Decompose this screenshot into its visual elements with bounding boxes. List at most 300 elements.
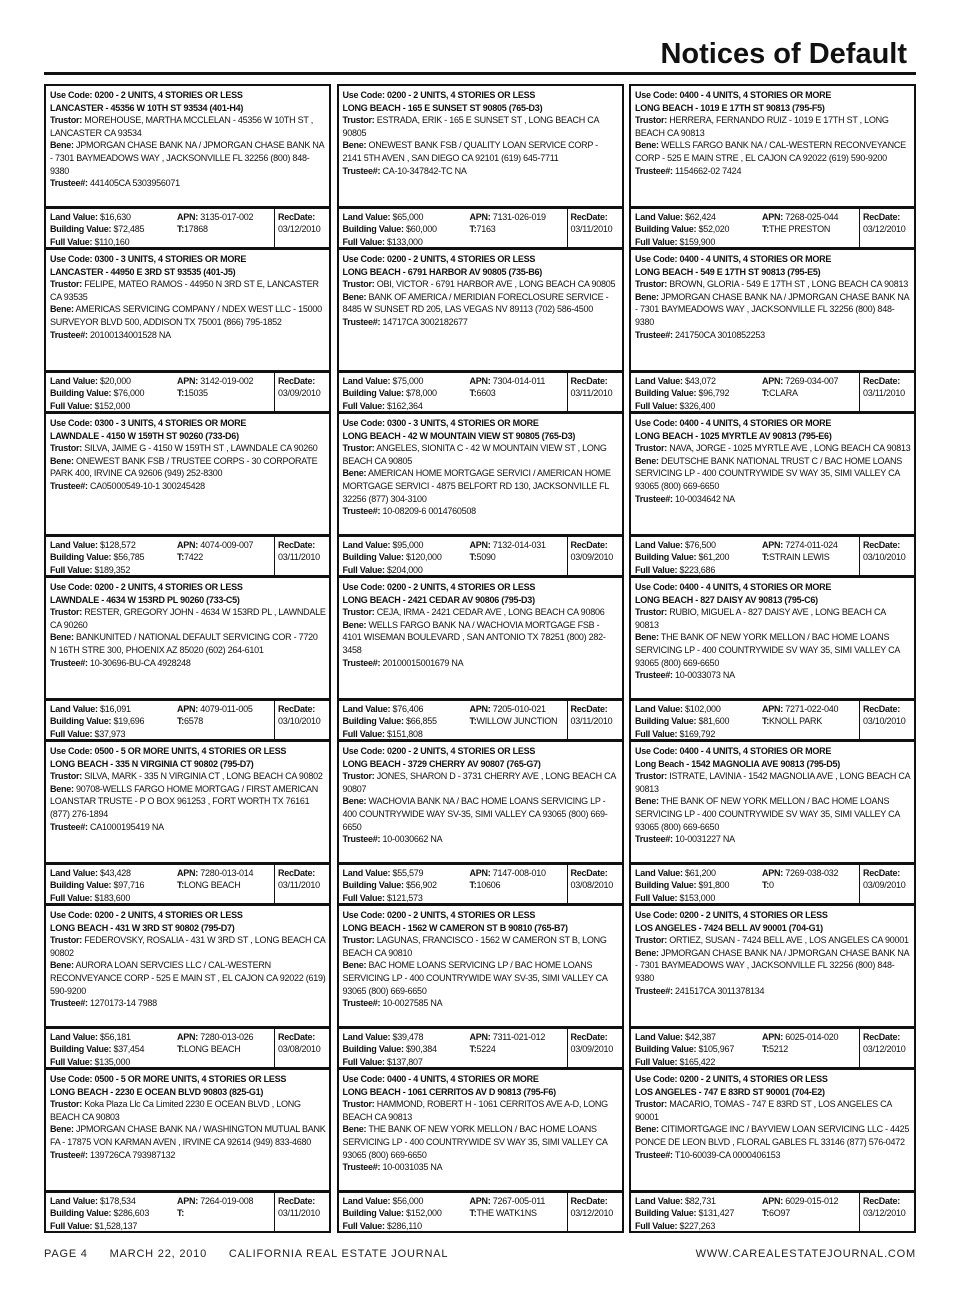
full-value: $159,900 <box>679 236 716 247</box>
recdate-column <box>274 700 330 740</box>
tract-value: 5224 <box>476 1044 496 1055</box>
recdate-label: RecDate: <box>863 1196 901 1206</box>
trustor-value: MOREHOUSE, MARTHA MCCLELAN - 45356 W 10TH ST , LANCASTER CA 93534 <box>50 115 314 138</box>
recdate-value: 03/12/2010 <box>863 1044 906 1055</box>
land-value: $75,000 <box>392 376 424 386</box>
apn-value: 6029-015-012 <box>785 1196 839 1206</box>
apn-column <box>467 1028 567 1068</box>
property-address: LONG BEACH - 1019 E 17TH ST 90813 (795-F5) <box>635 102 825 113</box>
full-value-line <box>635 400 756 412</box>
building-value: $76,000 <box>113 388 145 399</box>
apn-value: 7274-011-024 <box>785 540 838 550</box>
notice-row <box>44 248 916 412</box>
trustor-line <box>343 1098 619 1123</box>
bene-label: Bene: <box>50 140 74 151</box>
notice-entry <box>44 412 331 576</box>
property-address: LONG BEACH - 1061 CERRITOS AV D 90813 (795-F6) <box>342 1086 556 1097</box>
trustee-label: Trustee#: <box>50 178 88 189</box>
land-value-label: Land Value: <box>50 868 98 878</box>
land-value-label: Land Value: <box>50 704 98 714</box>
apn-value: 7147-008-010 <box>492 868 546 878</box>
apn-line <box>177 867 271 879</box>
land-value: $76,500 <box>685 540 716 550</box>
tract-value: STRAIN LEWIS <box>769 552 830 563</box>
apn-column <box>174 372 274 412</box>
apn-column <box>467 536 567 576</box>
apn-label: APN: <box>469 868 491 878</box>
building-value: $96,792 <box>698 388 730 399</box>
tract-line <box>762 1043 856 1055</box>
notice-text <box>337 412 624 535</box>
property-address: LONG BEACH - 3729 CHERRY AV 90807 (765-G7) <box>342 758 541 769</box>
full-value-label: Full Value: <box>50 1220 93 1231</box>
full-value-label: Full Value: <box>50 728 93 739</box>
bene-line <box>343 795 619 833</box>
full-value: $1,528,137 <box>94 1220 138 1231</box>
trustee-value: 10-0031227 NA <box>675 834 735 845</box>
tract-line <box>177 223 271 235</box>
trustee-label: Trustee#: <box>50 998 88 1009</box>
apn-column <box>467 700 567 740</box>
footer-publication: CALIFORNIA REAL ESTATE JOURNAL <box>228 1248 449 1260</box>
notice-entry <box>44 248 331 412</box>
apn-line <box>762 703 856 715</box>
bene-label: Bene: <box>635 455 659 466</box>
trustee-label: Trustee#: <box>635 985 673 996</box>
building-value-line <box>50 223 171 235</box>
trustor-value: ESTRADA, ERIK - 165 E SUNSET ST , LONG BEACH CA 90805 <box>342 115 599 138</box>
apn-column <box>467 372 567 412</box>
full-value: $110,160 <box>94 236 130 247</box>
bene-line <box>343 139 619 164</box>
apn-label: APN: <box>469 212 491 222</box>
trustor-value: MACARIO, TOMAS - 747 E 83RD ST , LOS ANGELES CA 90001 <box>635 1099 892 1122</box>
use-code: Use Code: 0200 - 2 UNITS, 4 STORIES OR LESS <box>342 90 536 100</box>
trustor-value: FEDEROVSKY, ROSALIA - 431 W 3RD ST , LONG BEACH CA 90802 <box>50 935 326 958</box>
full-value: $165,422 <box>679 1056 716 1067</box>
trustor-label: Trustor: <box>342 771 375 782</box>
apn-line <box>470 1195 564 1207</box>
land-value-line <box>343 703 464 715</box>
recdate-value: 03/11/2010 <box>863 388 905 399</box>
values-column <box>338 372 467 412</box>
apn-column <box>759 372 859 412</box>
recdate-label: RecDate: <box>278 540 316 550</box>
bene-value: WELLS FARGO BANK NA / WACHOVIA MORTGAGE FSB - 4101 WISEMAN BOULEVARD , SAN ANTONIO TX 78251 (800) 282-3458 <box>342 619 606 655</box>
use-code: Use Code: 0400 - 4 UNITS, 4 STORIES OR MORE <box>635 418 832 428</box>
bene-value: WACHOVIA BANK NA / BAC HOME LOANS SERVICING LP - 400 COUNTRYWIDE WAY SV-35, SIMI VALLEY CA 93065 (800) 669-6650 <box>342 796 608 832</box>
full-value: $189,352 <box>94 564 131 575</box>
use-code: Use Code: 0200 - 2 UNITS, 4 STORIES OR LESS <box>50 910 243 920</box>
land-value-line <box>50 703 171 715</box>
recdate-label: RecDate: <box>863 540 901 550</box>
full-value-line <box>635 236 756 248</box>
title-divider <box>44 72 916 75</box>
trustee-line <box>50 480 326 493</box>
notice-row <box>44 576 916 740</box>
full-value-line <box>343 236 464 248</box>
building-value-line <box>635 223 756 235</box>
trustee-line <box>343 316 619 329</box>
full-value-line <box>343 400 464 412</box>
bene-line <box>343 291 619 316</box>
trustor-line <box>50 114 326 139</box>
full-value-label: Full Value: <box>50 236 93 247</box>
trustor-line <box>635 1098 911 1123</box>
building-value-line <box>50 1207 171 1219</box>
bene-label: Bene: <box>50 455 74 466</box>
bene-value: JPMORGAN CHASE BANK NA / JPMORGAN CHASE BANK NA - 7301 BAYMEADOWS WAY , JACKSONVILLE FL 32256 (800) 848-9380 <box>635 291 909 327</box>
recdate-column <box>567 1028 623 1068</box>
building-value-label: Building Value: <box>342 1208 404 1219</box>
tract-line <box>470 715 564 727</box>
notice-text <box>337 248 624 371</box>
building-value-label: Building Value: <box>342 224 404 235</box>
bene-value: CITIMORTGAGE INC / BAYVIEW LOAN SERVICING LLC - 4425 PONCE DE LEON BLVD , FLORAL GABLES FL 33146 (877) 576-0472 <box>635 1124 910 1147</box>
trustor-line <box>635 442 911 455</box>
building-value-label: Building Value: <box>635 552 697 563</box>
notice-row <box>44 904 916 1068</box>
bene-label: Bene: <box>635 632 659 643</box>
tract-label: T: <box>762 1044 769 1055</box>
notice-entry <box>44 576 331 740</box>
full-value-label: Full Value: <box>635 1220 678 1231</box>
recdate-column <box>859 208 915 248</box>
bene-value: AMERICAS SERVICING COMPANY / NDEX WEST LLC - 15000 SURVEYOR BLVD 500, ADDISON TX 75001 (866) 795-1852 <box>50 304 322 327</box>
bene-label: Bene: <box>342 140 367 151</box>
land-value: $178,534 <box>100 1196 136 1206</box>
trustee-label: Trustee#: <box>50 657 88 668</box>
bene-line <box>50 631 326 656</box>
trustee-label: Trustee#: <box>342 1162 381 1173</box>
building-value: $97,716 <box>113 880 145 891</box>
recdate-value: 03/11/2010 <box>570 224 613 235</box>
land-value-label: Land Value: <box>50 212 98 222</box>
building-value-line <box>343 715 464 727</box>
apn-line <box>177 539 271 551</box>
trustor-label: Trustor: <box>50 279 83 290</box>
land-value-line <box>635 1195 756 1207</box>
full-value-label: Full Value: <box>635 400 678 411</box>
building-value-line <box>635 879 756 891</box>
notice-text <box>629 248 916 371</box>
building-value-label: Building Value: <box>635 716 697 727</box>
recdate-column <box>859 864 915 904</box>
land-value-label: Land Value: <box>50 540 98 550</box>
recdate-value: 03/12/2010 <box>863 1208 906 1219</box>
property-address: LAWNDALE - 4150 W 159TH ST 90260 (733-D6) <box>50 430 239 441</box>
tract-label: T: <box>177 1208 184 1219</box>
full-value-line <box>50 892 171 904</box>
recdate-column <box>567 864 623 904</box>
apn-column <box>759 1028 859 1068</box>
use-code: Use Code: 0300 - 3 UNITS, 4 STORIES OR MORE <box>50 418 247 428</box>
tract-value: 7163 <box>476 224 496 235</box>
property-address: LOS ANGELES - 7424 BELL AV 90001 (704-G1) <box>635 922 823 933</box>
tract-value: CLARA <box>769 388 798 399</box>
trustee-line <box>343 833 619 846</box>
recdate-column <box>567 1192 623 1232</box>
notice-entry <box>629 904 916 1068</box>
tract-label: T: <box>469 1044 477 1055</box>
building-value-line <box>635 715 756 727</box>
full-value-label: Full Value: <box>50 564 93 575</box>
tract-label: T: <box>177 224 184 235</box>
trustor-label: Trustor: <box>635 935 668 946</box>
full-value-line <box>50 1220 171 1232</box>
bene-value: DEUTSCHE BANK NATIONAL TRUST C / BAC HOME LOANS SERVICING LP - 400 COUNTRYWIDE SV WAY 35, SIMI VALLEY CA 93065 (800) 669-6650 <box>635 455 902 491</box>
tract-label: T: <box>762 388 769 399</box>
apn-label: APN: <box>762 540 783 550</box>
bene-value: BANK OF AMERICA / MERIDIAN FORECLOSURE SERVICE - 8485 W SUNSET RD 205, LAS VEGAS NV 89113 (702) 586-4500 <box>342 291 609 315</box>
recdate-label: RecDate: <box>278 1032 316 1042</box>
full-value: $286,110 <box>387 1220 422 1231</box>
bene-label: Bene: <box>342 291 367 302</box>
tract-label: T: <box>177 552 184 563</box>
trustor-line <box>343 278 619 291</box>
apn-line <box>762 539 856 551</box>
recdate-label: RecDate: <box>570 1196 608 1206</box>
full-value-line <box>343 892 464 904</box>
full-value-line <box>635 1056 756 1068</box>
tract-line <box>762 879 856 891</box>
values-column <box>45 700 174 740</box>
full-value-line <box>50 400 171 412</box>
trustee-value: 241750CA 3010852253 <box>675 329 765 340</box>
land-value-label: Land Value: <box>50 376 98 386</box>
trustee-line <box>50 821 326 834</box>
apn-column <box>467 1192 567 1232</box>
notice-text <box>337 740 624 863</box>
full-value: $183,600 <box>94 892 131 903</box>
land-value: $61,200 <box>685 868 716 878</box>
tract-label: T: <box>762 716 769 727</box>
tract-value: 15035 <box>184 388 208 399</box>
apn-label: APN: <box>177 1196 198 1206</box>
tract-value: LONG BEACH <box>184 1044 241 1055</box>
land-value-label: Land Value: <box>342 212 391 222</box>
land-value-line <box>50 211 171 223</box>
recdate-value: 03/09/2010 <box>863 880 906 891</box>
bene-label: Bene: <box>635 947 659 958</box>
bene-label: Bene: <box>50 1124 74 1135</box>
trustor-value: ISTRATE, LAVINIA - 1542 MAGNOLIA AVE , LONG BEACH CA 90813 <box>635 771 910 794</box>
footer-website[interactable]: WWW.CAREALESTATEJOURNAL.COM <box>695 1248 916 1260</box>
recdate-label: RecDate: <box>863 212 901 222</box>
values-column <box>338 1028 467 1068</box>
land-value: $56,000 <box>392 1196 424 1206</box>
land-value-line <box>635 703 756 715</box>
land-value-label: Land Value: <box>635 1032 683 1042</box>
trustor-line <box>50 934 326 959</box>
values-column <box>338 700 467 740</box>
apn-label: APN: <box>177 212 198 222</box>
land-value-label: Land Value: <box>635 868 683 878</box>
trustee-label: Trustee#: <box>635 834 673 845</box>
land-value: $43,072 <box>685 376 716 386</box>
building-value: $19,696 <box>113 716 145 727</box>
building-value: $152,000 <box>406 1208 442 1219</box>
property-address: LANCASTER - 45356 W 10TH ST 93534 (401-H4) <box>50 102 244 113</box>
trustor-label: Trustor: <box>635 279 668 290</box>
recdate-label: RecDate: <box>570 1032 608 1042</box>
tract-value: 6603 <box>476 388 496 399</box>
recdate-label: RecDate: <box>570 212 608 222</box>
values-column <box>45 208 174 248</box>
land-value-label: Land Value: <box>342 704 391 714</box>
notice-entry <box>629 576 916 740</box>
notice-text <box>629 84 916 207</box>
use-code: Use Code: 0400 - 4 UNITS, 4 STORIES OR MORE <box>635 582 832 592</box>
trustee-label: Trustee#: <box>635 165 673 176</box>
property-address: LONG BEACH - 165 E SUNSET ST 90805 (765-D3) <box>342 102 543 113</box>
recdate-value: 03/12/2010 <box>278 224 321 235</box>
tract-label: T: <box>469 552 477 563</box>
apn-value: 7280-013-014 <box>200 868 254 878</box>
bene-line <box>635 1123 911 1148</box>
trustee-value: 10-0030662 NA <box>382 834 443 845</box>
tract-value: 0 <box>769 880 774 891</box>
apn-line <box>762 867 856 879</box>
apn-value: 7280-013-026 <box>200 1032 254 1042</box>
tract-line <box>470 223 564 235</box>
property-address: LAWNDALE - 4634 W 153RD PL 90260 (733-C5) <box>50 594 240 605</box>
tract-value: 5090 <box>476 552 496 563</box>
full-value-line <box>343 564 464 576</box>
trustee-line <box>343 165 619 178</box>
tract-line <box>177 551 271 563</box>
notice-row <box>44 84 916 248</box>
land-value-label: Land Value: <box>342 376 391 386</box>
notice-entry <box>629 84 916 248</box>
use-code: Use Code: 0200 - 2 UNITS, 4 STORIES OR LESS <box>635 910 828 920</box>
recdate-value: 03/08/2010 <box>570 880 614 891</box>
recdate-value: 03/11/2010 <box>278 1208 320 1219</box>
trustee-label: Trustee#: <box>50 821 88 832</box>
recdate-value: 03/10/2010 <box>863 716 906 727</box>
notices-grid <box>44 84 916 1232</box>
apn-value: 7311-021-012 <box>492 1032 546 1042</box>
apn-column <box>759 536 859 576</box>
full-value-line <box>343 1056 464 1068</box>
building-value: $37,454 <box>113 1044 145 1055</box>
bene-label: Bene: <box>342 619 367 630</box>
land-value: $128,572 <box>100 540 136 550</box>
building-value-line <box>343 1043 464 1055</box>
trustor-label: Trustor: <box>342 1099 375 1110</box>
apn-value: 7264-019-008 <box>200 1196 254 1206</box>
trustor-line <box>635 278 911 291</box>
property-address: LOS ANGELES - 747 E 83RD ST 90001 (704-E2) <box>635 1086 825 1097</box>
apn-label: APN: <box>469 704 491 714</box>
apn-value: 7267-005-011 <box>492 1196 546 1206</box>
bene-value: JPMORGAN CHASE BANK NA / WASHINGTON MUTUAL BANK FA - 17875 VON KARMAN AVEN , IRVINE CA 92614 (949) 833-4680 <box>50 1124 326 1147</box>
building-value-label: Building Value: <box>635 224 697 235</box>
bene-label: Bene: <box>50 632 74 643</box>
values-table <box>44 699 331 741</box>
bene-line <box>635 795 911 833</box>
property-address: Long Beach - 1542 MAGNOLIA AVE 90813 (795-D5) <box>635 758 840 769</box>
notice-text <box>44 576 331 699</box>
values-column <box>45 372 174 412</box>
apn-line <box>470 703 564 715</box>
land-value-line <box>343 211 464 223</box>
recdate-value: 03/08/2010 <box>278 1044 321 1055</box>
recdate-label: RecDate: <box>278 212 316 222</box>
recdate-value: 03/10/2010 <box>863 552 906 563</box>
apn-column <box>759 208 859 248</box>
tract-line <box>762 1207 856 1219</box>
values-table <box>337 1027 624 1069</box>
land-value-label: Land Value: <box>635 704 683 714</box>
values-table <box>337 1191 624 1233</box>
trustor-label: Trustor: <box>635 607 668 618</box>
bene-value: THE BANK OF NEW YORK MELLON / BAC HOME LOANS SERVICING LP - 400 COUNTRYWIDE SV WAY 35, SIMI VALLEY CA 93065 (800) 669-6650 <box>635 632 900 668</box>
land-value-line <box>635 867 756 879</box>
land-value: $56,181 <box>100 1032 131 1042</box>
property-address: LONG BEACH - 431 W 3RD ST 90802 (795-D7) <box>50 922 235 933</box>
values-column <box>45 1028 174 1068</box>
notice-text <box>44 84 331 207</box>
full-value: $151,808 <box>387 728 423 739</box>
building-value: $91,800 <box>698 880 730 891</box>
tract-label: T: <box>177 880 184 891</box>
full-value: $326,400 <box>679 400 716 411</box>
recdate-column <box>859 700 915 740</box>
tract-value: KNOLL PARK <box>769 716 823 727</box>
trustor-label: Trustor: <box>342 279 375 290</box>
recdate-value: 03/11/2010 <box>570 388 613 399</box>
bene-label: Bene: <box>635 796 659 807</box>
full-value-line <box>635 564 756 576</box>
bene-label: Bene: <box>635 291 659 302</box>
footer-page-number: PAGE 4 <box>44 1248 88 1260</box>
land-value: $42,387 <box>685 1032 716 1042</box>
trustor-line <box>50 770 326 783</box>
bene-line <box>343 619 619 657</box>
recdate-label: RecDate: <box>278 376 316 386</box>
trustor-line <box>635 606 911 631</box>
trustee-value: 139726CA 793987132 <box>90 1149 176 1160</box>
trustee-label: Trustee#: <box>342 506 381 517</box>
building-value-line <box>50 1043 171 1055</box>
building-value-line <box>635 1043 756 1055</box>
trustor-label: Trustor: <box>635 771 668 782</box>
values-column <box>338 1192 467 1232</box>
apn-line <box>762 375 856 387</box>
trustee-value: 14717CA 3002182677 <box>382 316 468 327</box>
trustor-line <box>50 606 326 631</box>
building-value-label: Building Value: <box>50 1208 112 1219</box>
land-value-label: Land Value: <box>635 212 683 222</box>
apn-value: 7269-038-032 <box>785 868 839 878</box>
bene-value: WELLS FARGO BANK NA / CAL-WESTERN RECONVEYANCE CORP - 525 E MAIN STRE , EL CAJON CA 92022 (619) 590-9200 <box>635 140 906 163</box>
use-code: Use Code: 0300 - 3 UNITS, 4 STORIES OR MORE <box>342 418 539 428</box>
building-value-line <box>50 715 171 727</box>
notice-text <box>337 84 624 207</box>
apn-line <box>470 539 564 551</box>
values-column <box>630 208 759 248</box>
notice-text <box>629 1068 916 1191</box>
trustor-value: SILVA, MARK - 335 N VIRGINIA CT , LONG BEACH CA 90802 <box>84 771 323 782</box>
bene-value: AMERICAN HOME MORTGAGE SERVICI / AMERICAN HOME MORTGAGE SERVICI - 4875 BELFORT RD 130, JACKSONVILLE FL 32256 (877) 304-3100 <box>342 468 611 504</box>
trustor-value: BROWN, GLORIA - 549 E 17TH ST , LONG BEACH CA 90813 <box>669 279 908 290</box>
values-column <box>630 700 759 740</box>
trustee-line <box>635 329 911 342</box>
full-value: $152,000 <box>94 400 131 411</box>
recdate-label: RecDate: <box>570 868 608 878</box>
full-value-label: Full Value: <box>342 1056 385 1067</box>
